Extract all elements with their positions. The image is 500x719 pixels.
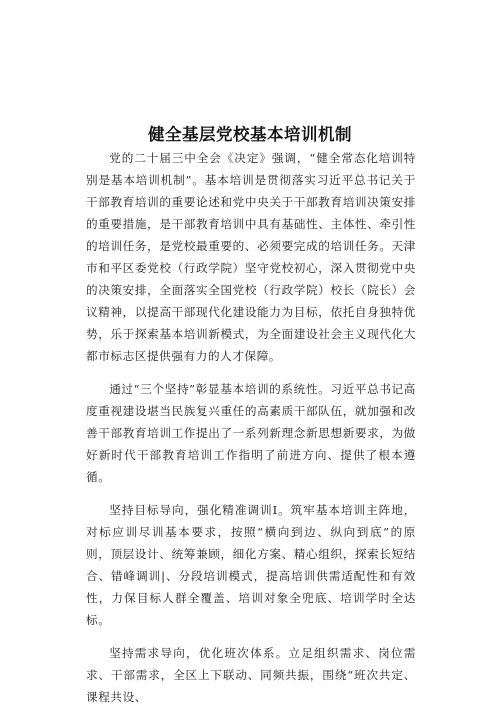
document-body — [86, 147, 416, 719]
paragraph-three-persistences: 通过“三个坚持”彰显基本培训的系统性。习近平总书记高度重视建设堪当民族复兴重任的高素质干部队伍，就加强和改善干部教育培训工作提出了一系列新理念新思想新要求，为做好新时代干部教育培训工作指明了前进方向、提供了根本遵循。 — [86, 382, 416, 484]
paragraph-goal-oriented: 坚持目标导向，强化精准调训Ⅰ。筑牢基本培训主阵地，对标应训尽训基本要求，按照“横向到边、纵向到底”的原则，顶层设计、统筹兼顾，细化方案、精心组织，探索长短结合、错峰调训|、分段培训模式，提高培训供需适配性和有效性，力保目标人群全覆盖、培训对象全兜底、培训学时全达标。 — [86, 503, 416, 627]
paragraph-intro: 党的二十届三中全会《决定》强调，“健全常态化培训特别是基本培训机制”。基本培训是贯彻落实习近平总书记关于干部教育培训的重要论述和党中央关于干部教育培训决策安排的重要措施，是干部教育培训中具有基础性、主体性、牵引性的培训任务，是党校最重要的、必须要完成的培训任务。天津市和平区委党校（行政学院）坚守党校初心，深入贯彻党中央的决策安排，全面落实全国党校（行政学院）校长（院长）会议精神，以提高干部现代化建设能力为目标，依托自身独特优势，乐于探索基本培训新模式，为全面建设社会主义现代化大都市标志区提供强有力的人才保障。 — [86, 151, 416, 363]
paragraph-demand-oriented: 坚持需求导向，优化班次体系。立足组织需求、岗位需求、干部需求，全区上下联动、同频共振，围绕“班次共定、课程共设、 — [86, 646, 416, 704]
document-title: 健全基层党校基本培训机制 — [148, 125, 352, 144]
